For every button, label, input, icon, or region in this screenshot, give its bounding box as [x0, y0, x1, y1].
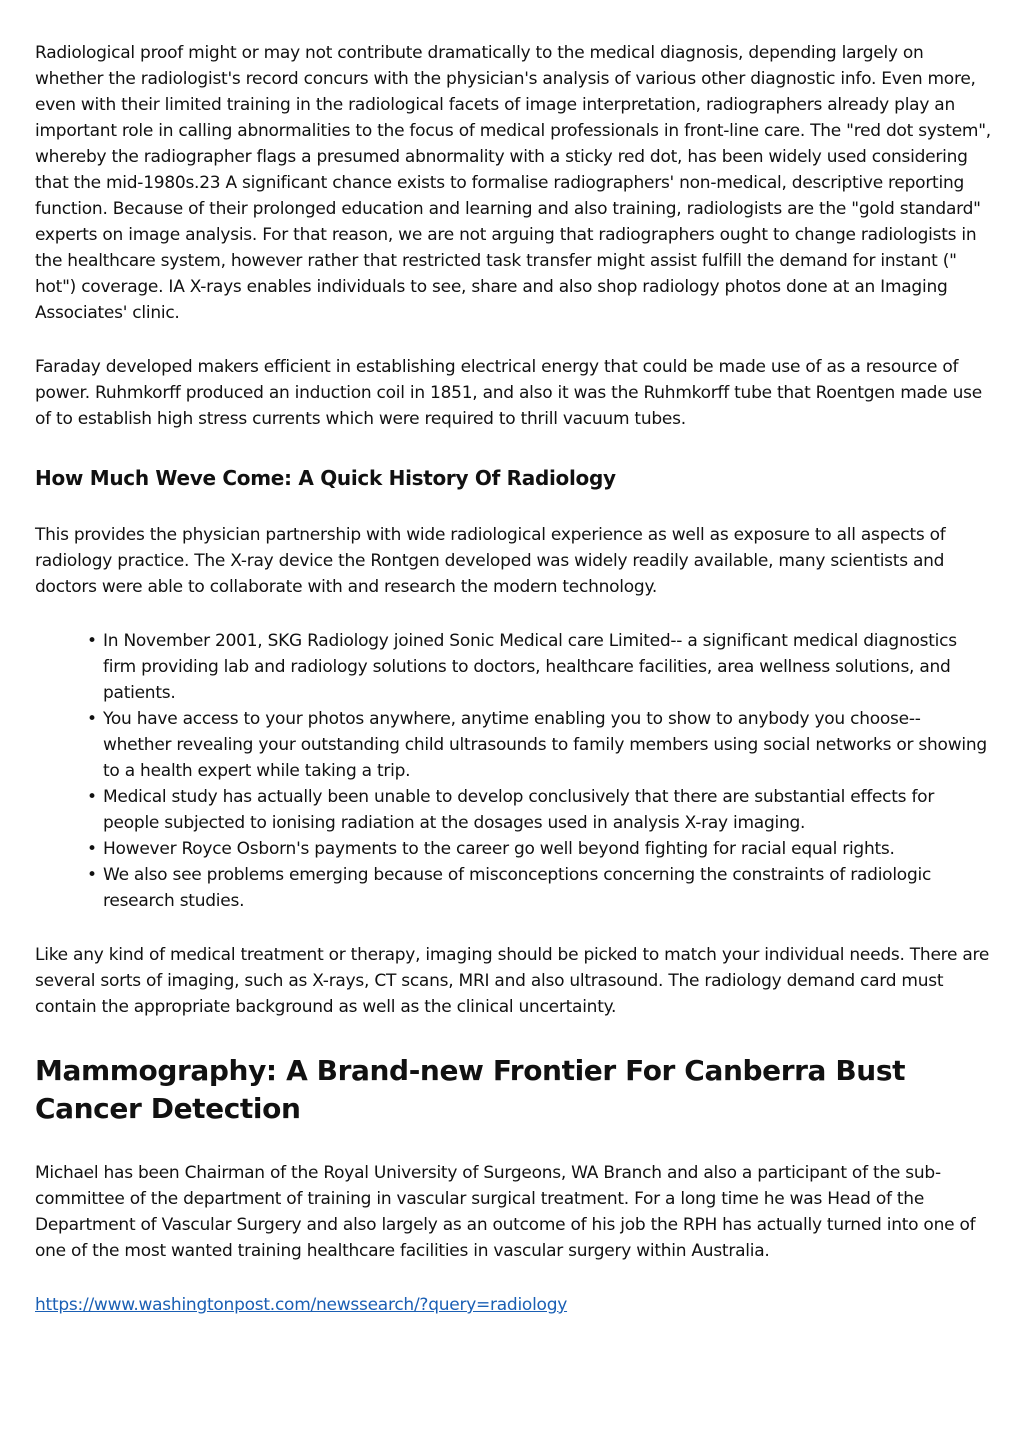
list-item: • In November 2001, SKG Radiology joined Sonic Medical care Limited-- a significant medical diagnostics firm providing lab and radiology solutions to doctors, healthcare facilities, area wellness solutions, and patients.: [103, 628, 993, 706]
list-item: • Medical study has actually been unable to develop conclusively that there are substantial effects for people subjected to ionising radiation at the dosages used in analysis X-ray imaging.: [103, 784, 993, 836]
section-heading-history: How Much Weve Come: A Quick History Of Radiology: [35, 466, 616, 490]
bullet-list: [35, 628, 993, 914]
source-link[interactable]: https://www.washingtonpost.com/newssearch/?query=radiology: [35, 1295, 568, 1315]
paragraph-physician-partnership: This provides the physician partnership with wide radiological experience as well as exposure to all aspects of radiology practice. The X-ray device the Rontgen developed was widely readily available, many scientists and doctors were able to collaborate with and research the modern technology.: [35, 525, 946, 597]
section-heading-mammography: Mammography: A Brand-new Frontier For Canberra Bust Cancer Detection: [35, 1054, 906, 1125]
paragraph-radiological-proof: Radiological proof might or may not contribute dramatically to the medical diagnosis, depending largely on whether the radiologist's record concurs with the physician's analysis of various other diagnostic info. Even more, even with their limited training in the radiological facets of image interpretation, radiographers already play an important role in calling abnormalities to the focus of medical professionals in front-line care. The "red dot system", whereby the radiographer flags a presumed abnormality with a sticky red dot, has been widely used considering that the mid-1980s.23 A significant chance exists to formalise radiographers' non-medical, descriptive reporting function. Because of their prolonged education and learning and also training, radiologists are the "gold standard" experts on image analysis. For that reason, we are not arguing that radiographers ought to change radiologists in the healthcare system, however rather that restricted task transfer might assist fulfill the demand for instant (" hot") coverage. IA X-rays enables individuals to see, share and also shop radiology photos done at an Imaging Associates' clinic.: [35, 43, 991, 323]
paragraph-faraday: Faraday developed makers efficient in establishing electrical energy that could be made use of as a resource of power. Ruhmkorff produced an induction coil in 1851, and also it was the Ruhmkorff tube that Roentgen made use of to establish high stress currents which were required to thrill vacuum tubes.: [35, 357, 982, 429]
list-item: • You have access to your photos anywhere, anytime enabling you to show to anybody you choose-- whether revealing your outstanding child ultrasounds to family members using social networks or showing to a health expert while taking a trip.: [103, 706, 993, 784]
document-page: [35, 40, 993, 1318]
paragraph-imaging-needs: Like any kind of medical treatment or therapy, imaging should be picked to match your individual needs. There are several sorts of imaging, such as X-rays, CT scans, MRI and also ultrasound. The radiology demand card must contain the appropriate background as well as the clinical uncertainty.: [35, 945, 990, 1017]
list-item: • However Royce Osborn's payments to the career go well beyond fighting for racial equal rights.: [103, 836, 993, 862]
paragraph-michael: Michael has been Chairman of the Royal University of Surgeons, WA Branch and also a participant of the sub-committee of the department of training in vascular surgical treatment. For a long time he was Head of the Department of Vascular Surgery and also largely as an outcome of his job the RPH has actually turned into one of one of the most wanted training healthcare facilities in vascular surgery within Australia.: [35, 1163, 976, 1261]
list-item: • We also see problems emerging because of misconceptions concerning the constraints of radiologic research studies.: [103, 862, 993, 914]
